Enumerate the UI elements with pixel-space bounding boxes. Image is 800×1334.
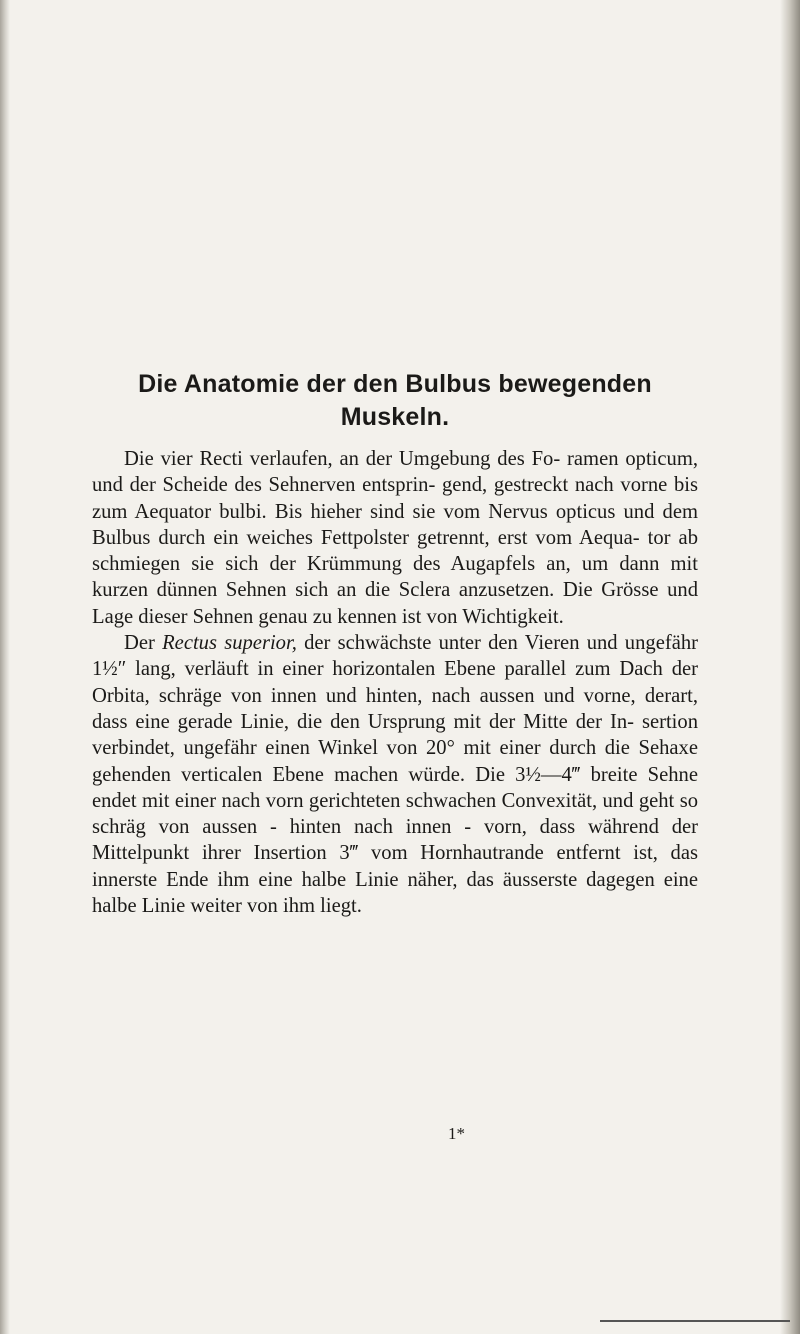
page-content bbox=[92, 368, 698, 919]
bottom-rule bbox=[600, 1320, 790, 1322]
page-edge-right bbox=[780, 0, 800, 1334]
paragraph-2 bbox=[92, 630, 698, 919]
chapter-title bbox=[92, 368, 698, 434]
paragraph-2-text: der schwächste unter den Vieren und ungefähr 1½″ lang, verläuft in einer horizontalen Ebene parallel zum Dach der Orbita, schräge von innen und hinten, nach aussen und vorne, derart, dass eine gerade Linie, die den Ursprung mit der Mitte der In- sertion verbindet, ungefähr einen Winkel von 20° mit einer durch die Sehaxe gehenden verticalen Ebene machen würde. Die 3½—4‴ breite Sehne endet mit einer nach vorn gerichteten schwachen Convexität, und geht so schräg von aussen - hinten nach innen - vorn, dass während der Mittelpunkt ihrer Insertion 3‴ vom Hornhautrande entfernt ist, das innerste Ende ihm eine halbe Linie näher, das äusserste dagegen eine halbe Linie weiter von ihm liegt. bbox=[92, 632, 698, 918]
paragraph-1: Die vier Recti verlaufen, an der Umgebung des Fo- ramen opticum, und der Scheide des Sehnerven entsprin- gend, gestreckt nach vorne bis zum Aequator bulbi. Bis hieher sind sie vom Nervus opticus und dem Bulbus durch ein weiches Fettpolster getrennt, erst vom Aequa- tor ab schmiegen sie sich der Krümmung des Augapfels an, um dann mit kurzen dünnen Sehnen sich an die Sclera anzusetzen. Die Grösse und Lage dieser Sehnen genau zu kennen ist von Wichtigkeit. bbox=[92, 448, 698, 628]
page-number: 1* bbox=[448, 1124, 465, 1143]
rectus-superior-term: Rectus superior, bbox=[162, 632, 297, 655]
paragraph-2-lead: Der bbox=[124, 632, 155, 655]
chapter-title-line-1: Die Anatomie der den Bulbus bewegenden bbox=[138, 370, 652, 398]
page-edge-left bbox=[0, 0, 10, 1334]
chapter-title-line-2: Muskeln. bbox=[340, 403, 450, 431]
